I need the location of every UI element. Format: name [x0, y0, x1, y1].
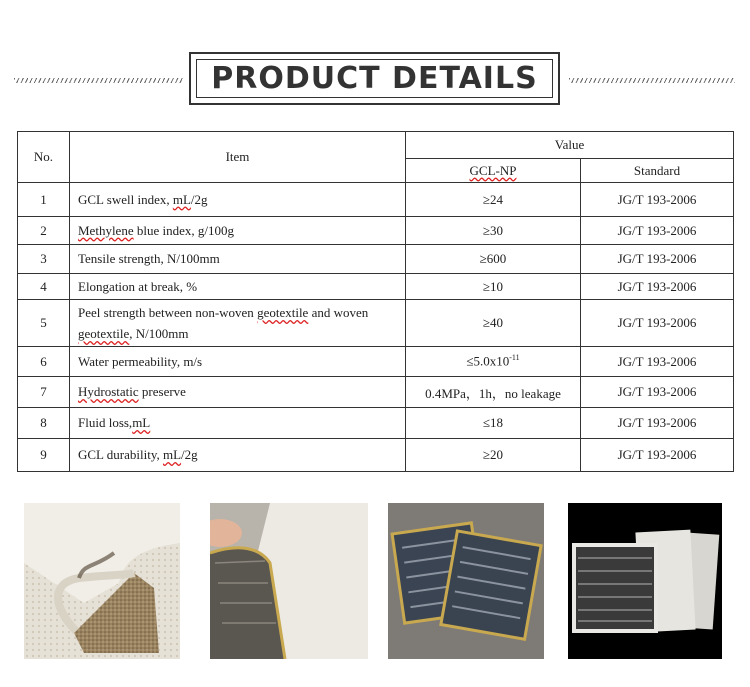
cell-value: ≥40	[406, 300, 581, 347]
decorative-hatch-right	[569, 78, 735, 83]
table-row	[18, 377, 734, 408]
cell-no: 3	[18, 245, 70, 274]
header-no: No.	[18, 132, 70, 183]
cell-item: GCL durability, mL/2g	[70, 439, 406, 472]
cell-no: 7	[18, 377, 70, 408]
product-photo-two-samples	[388, 503, 544, 659]
cell-value: ≥30	[406, 217, 581, 245]
cell-standard: JG/T 193-2006	[581, 217, 734, 245]
header-item: Item	[70, 132, 406, 183]
title-inner-frame	[196, 59, 553, 98]
header-value: Value	[406, 132, 734, 159]
cell-standard: JG/T 193-2006	[581, 439, 734, 472]
cell-standard: JG/T 193-2006	[581, 347, 734, 377]
cell-no: 2	[18, 217, 70, 245]
spec-table	[17, 131, 734, 472]
cell-no: 4	[18, 274, 70, 300]
cell-no: 8	[18, 408, 70, 439]
table-row	[18, 347, 734, 377]
table-row	[18, 183, 734, 217]
cell-value: ≥24	[406, 183, 581, 217]
cell-no: 5	[18, 300, 70, 347]
cell-standard: JG/T 193-2006	[581, 300, 734, 347]
table-row	[18, 300, 734, 347]
cell-item: Water permeability, m/s	[70, 347, 406, 377]
cell-no: 1	[18, 183, 70, 217]
cell-standard: JG/T 193-2006	[581, 183, 734, 217]
cell-item: Peel strength between non-woven geotextile and woven geotextile, N/100mm	[70, 300, 406, 347]
cell-item: Tensile strength, N/100mm	[70, 245, 406, 274]
title-frame	[189, 52, 560, 105]
cell-item: Methylene blue index, g/100g	[70, 217, 406, 245]
cell-item: Fluid loss,mL	[70, 408, 406, 439]
cell-standard: JG/T 193-2006	[581, 377, 734, 408]
product-photo-folded-sheet	[210, 503, 368, 659]
decorative-hatch-left	[14, 78, 184, 83]
table-header-row	[18, 132, 734, 159]
cell-standard: JG/T 193-2006	[581, 245, 734, 274]
cell-value: $\le 5.0x10^{-11}$	[406, 347, 581, 377]
table-row	[18, 439, 734, 472]
cell-standard: JG/T 193-2006	[581, 274, 734, 300]
header-gcl-np: GCL-NP	[406, 159, 581, 183]
table-row	[18, 217, 734, 245]
cell-item: Hydrostatic preserve	[70, 377, 406, 408]
header-standard: Standard	[581, 159, 734, 183]
cell-no: 6	[18, 347, 70, 377]
cell-value: ≤18	[406, 408, 581, 439]
cell-standard: JG/T 193-2006	[581, 408, 734, 439]
table-row	[18, 245, 734, 274]
section-header	[0, 50, 750, 108]
cell-item: GCL swell index, mL/2g	[70, 183, 406, 217]
cell-item: Elongation at break, %	[70, 274, 406, 300]
table-row	[18, 274, 734, 300]
product-photo-three-samples	[568, 503, 722, 659]
product-photo-torn-sample	[24, 503, 180, 659]
page-title: PRODUCT DETAILS	[211, 61, 538, 96]
cell-value: 0.4MPa，1h，no leakage	[406, 377, 581, 408]
table-row	[18, 408, 734, 439]
cell-value: ≥600	[406, 245, 581, 274]
cell-no: 9	[18, 439, 70, 472]
cell-value: ≥20	[406, 439, 581, 472]
cell-value: ≥10	[406, 274, 581, 300]
